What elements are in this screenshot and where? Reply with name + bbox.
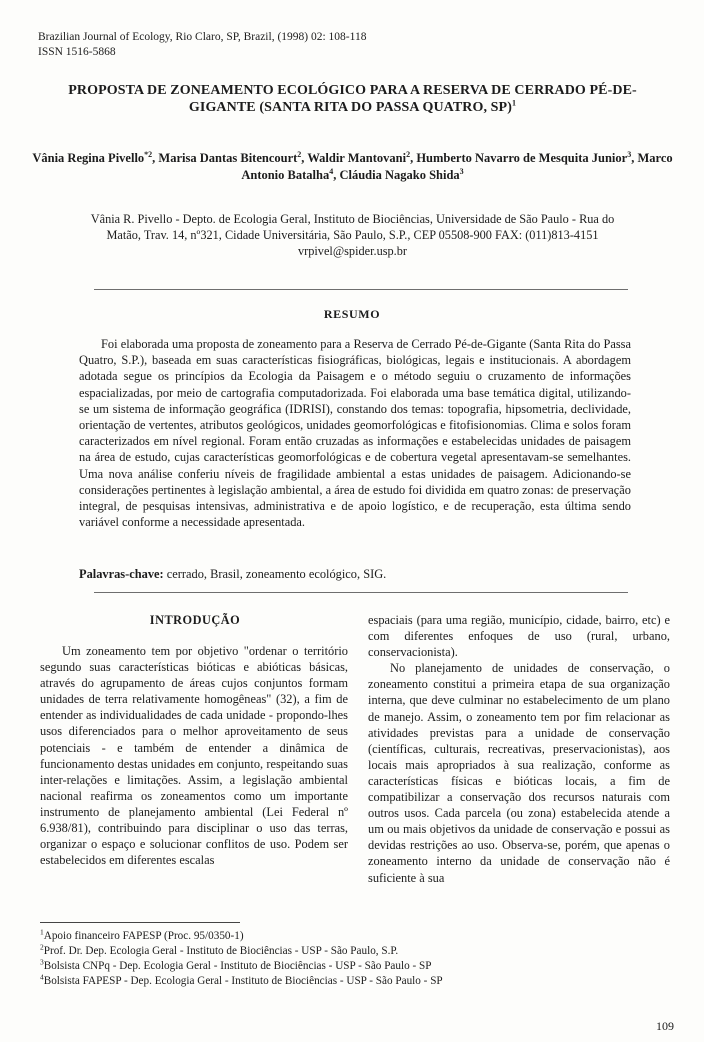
footnote-mark: 4	[40, 972, 44, 982]
resumo-text: Foi elaborada uma proposta de zoneamento para a Reserva de Cerrado Pé-de-Gigante (Santa Rita do Passa Quatro, S.P.), baseada em suas características fisiográficas, biológicas, legais e institucionais. A abordagem adotada segue os princípios da Ecologia da Paisagem e o método seguiu o cruzamento de informações espacializadas, por meio de cartografia computadorizada. Foi elaborada uma base temática digital, utilizando-se um sistema de informação geográfica (IDRISI), constando dos temas: topografia, hipsometria, declividade, orientação de vertentes, atributos geológicos, unidades geomorfológicas e fitofisionomias. Clima e solos foram caracterizados em nível regional. Foram então cruzadas as informações e estabelecidas unidades de paisagem na área de estudo, cujas características geomorfológicas e de cobertura vegetal apresentavam-se semelhantes. Uma nova análise conferiu níveis de fragilidade ambiental a estas unidades de paisagem. Adicionando-se considerações pertinentes à legislação ambiental, a área de estudo foi dividida em quatro zonas: de preservação integral, de pesquisas intensivas, administrativa e de apoio logístico, e de recuperação, esta última sendo variável conforme a necessidade apresentada.	[79, 337, 631, 530]
article-title	[40, 82, 665, 116]
author-separator: ,	[631, 151, 638, 165]
author-name: Marisa Dantas Bitencourt	[158, 151, 298, 165]
intro-right-paragraph-2: No planejamento de unidades de conservação, o zoneamento constitui a primeira etapa de sua organização interna, que deve culminar no estabelecimento de um plano de manejo. Assim, o zoneamento tem por fim relacionar as atividades previstas para a unidade de conservação (científicas, culturais, recreativas, preservacionistas), aos locais mais apropriados à sua realização, conforme as características físicas e bióticas locais, a fim de compatibilizar a conservação dos recursos naturais com outros usos. Cada parcela (ou zona) estabelecida atende a um ou mais objetivos da unidade de conservação e possui as devidas restrições ao uso. Observa-se, porém, que apenas o zoneamento interno da unidade de conservação não é suficiente à sua	[368, 661, 670, 885]
title-footnote-mark: 1	[511, 98, 517, 108]
author-name: Cláudia Nagako Shida	[339, 168, 460, 182]
footnote-mark: 3	[40, 957, 44, 967]
author-name: Marco Antonio Batalha	[241, 151, 673, 182]
title-line-2-text: GIGANTE (SANTA RITA DO PASSA QUATRO, SP)	[188, 100, 512, 115]
author-separator: ,	[301, 151, 308, 165]
footnote-text: Bolsista FAPESP - Dep. Ecologia Geral - Instituto de Biociências - USP - São Paulo - SP	[43, 975, 443, 987]
intro-right-column	[368, 612, 670, 886]
keywords-text: cerrado, Brasil, zoneamento ecológico, SIG.	[163, 567, 387, 581]
footnote-item	[40, 944, 560, 959]
author-list	[30, 150, 675, 184]
bottom-divider	[94, 592, 628, 593]
author-mark: 3	[459, 166, 464, 176]
keywords-label: Palavras-chave:	[79, 567, 164, 581]
intro-left-column: Um zoneamento tem por objetivo "ordenar o território segundo suas características bióticas e abióticas básicas, através do agrupamento de áreas cujos conjuntos formam unidades de terra relativamente homogêneas" (32), a fim de entender as individualidades de cada unidade - propondo-lhes usos diferenciados para o melhor aproveitamento de seus potenciais - e também de entender a dinâmica de funcionamento destas unidades em conjunto, respeitando suas inter-relações e limitações. Assim, a legislação ambiental nacional reafirma os zoneamentos como um importante instrumento de planejamento ambiental (Lei Federal nº 6.938/81), contribuindo para disciplinar o uso das terras, organizar o espaço e solucionar conflitos de uso. Podem ser estabelecidos em diferentes escalas	[40, 644, 348, 868]
author-name: Humberto Navarro de Mesquita Junior	[416, 151, 628, 165]
author-name: Waldir Mantovani	[307, 151, 407, 165]
footnote-item	[40, 974, 560, 989]
journal-header	[38, 30, 366, 60]
footnote-text: Apoio financeiro FAPESP (Proc. 95/0350-1)	[43, 930, 244, 942]
author-mark: 2	[297, 149, 302, 159]
footnote-text: Prof. Dr. Dep. Ecologia Geral - Instituto de Biociências - USP - São Paulo, S.P.	[43, 945, 399, 957]
resumo-heading: RESUMO	[323, 307, 381, 321]
author-mark: 4	[329, 166, 334, 176]
author-name: Vânia Regina Pivello	[32, 151, 145, 165]
footnotes	[40, 929, 560, 989]
footnote-mark: 1	[40, 927, 44, 937]
title-line-2	[40, 99, 665, 116]
journal-citation: Brazilian Journal of Ecology, Rio Claro, SP, Brazil, (1998) 02: 108-118	[38, 31, 367, 43]
author-separator: ,	[152, 151, 159, 165]
affiliation-line-2: Matão, Trav. 14, nº321, Cidade Universitária, São Paulo, S.P., CEP 05508-900 FAX: (011)813-4151	[106, 228, 599, 242]
author-separator: ,	[410, 151, 417, 165]
title-line-1: PROPOSTA DE ZONEAMENTO ECOLÓGICO PARA A RESERVA DE CERRADO PÉ-DE-	[68, 83, 637, 98]
top-divider	[94, 289, 628, 290]
affiliation-line-1: Vânia R. Pivello - Depto. de Ecologia Geral, Instituto de Biociências, Universidade de São Paulo - Rua do	[90, 212, 615, 226]
footnote-item	[40, 929, 560, 944]
page-number: 109	[656, 1019, 674, 1033]
footnote-mark: 2	[40, 942, 44, 952]
author-separator: ,	[333, 168, 340, 182]
footnote-item	[40, 959, 560, 974]
author-mark: *2	[144, 149, 153, 159]
introducao-heading: INTRODUÇÃO	[149, 613, 241, 627]
author-mark: 2	[406, 149, 411, 159]
footnote-text: Bolsista CNPq - Dep. Ecologia Geral - Instituto de Biociências - USP - São Paulo - SP	[43, 960, 432, 972]
affiliation	[40, 211, 665, 259]
intro-right-paragraph-1: espaciais (para uma região, município, cidade, bairro, etc) e com diferentes enfoques de uso (rural, urbano, conservacionista).	[368, 613, 670, 660]
author-mark: 3	[627, 149, 632, 159]
journal-issn: ISSN 1516-5868	[38, 46, 116, 58]
contact-email: vrpivel@spider.usp.br	[297, 244, 407, 258]
footnote-divider	[40, 922, 240, 923]
keywords	[79, 566, 639, 582]
